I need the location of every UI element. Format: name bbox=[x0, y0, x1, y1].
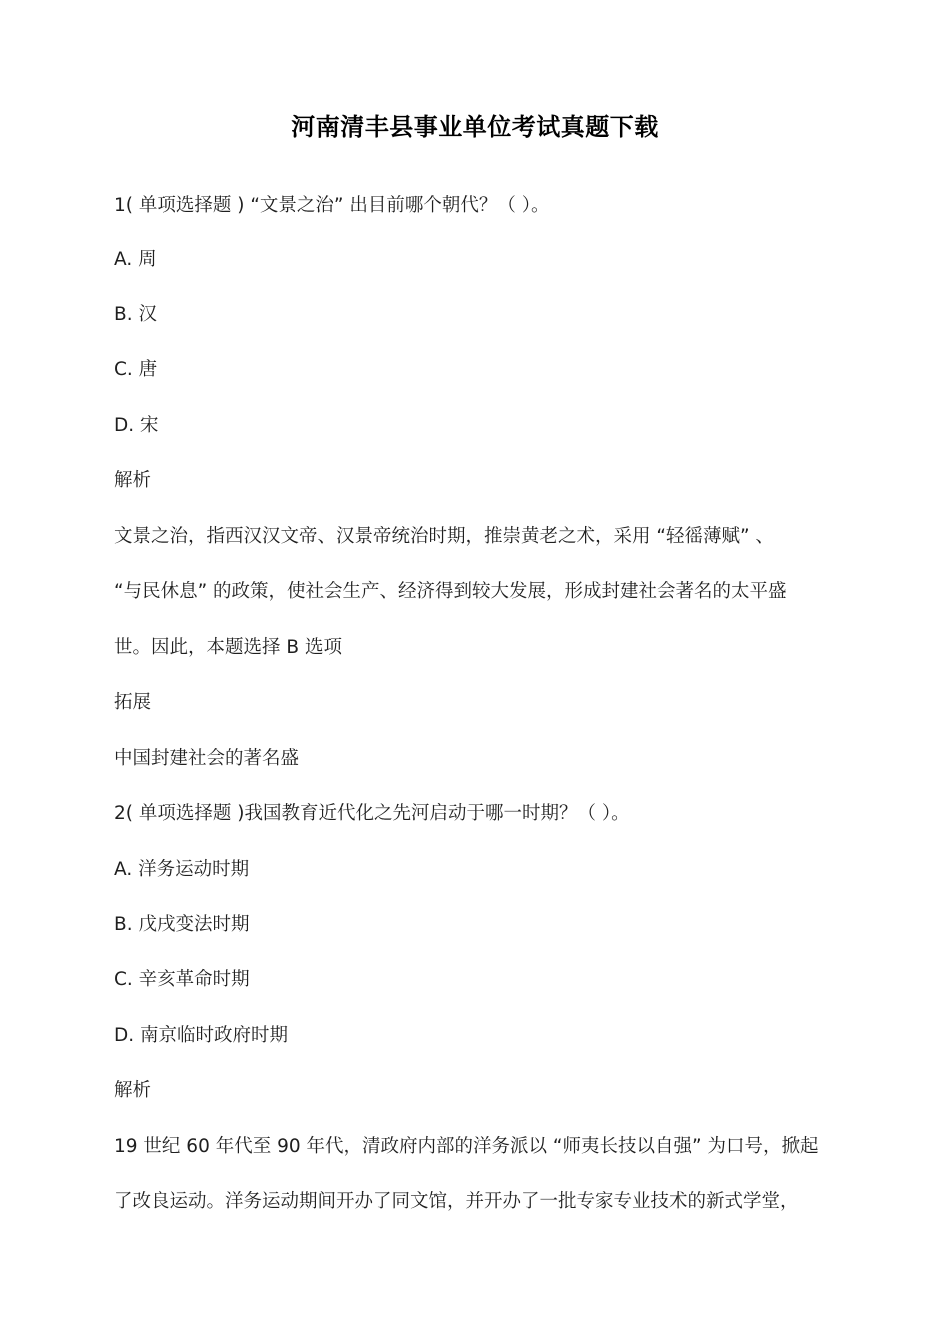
question-1-extension-label: 拓展 bbox=[114, 692, 152, 713]
question-2-option-b: B. 戊戌变法时期 bbox=[114, 914, 250, 935]
document-title: 河南清丰县事业单位考试真题下载 bbox=[291, 113, 659, 141]
question-2-option-c: C. 辛亥革命时期 bbox=[114, 969, 250, 990]
question-1-option-d: D. 宋 bbox=[114, 415, 159, 436]
question-2-analysis-line-2: 了改良运动。洋务运动期间开办了同文馆，并开办了一批专家专业技术的新式学堂， bbox=[114, 1191, 799, 1212]
question-1-analysis-line-3: 世。因此，本题选择 B 选项 bbox=[114, 637, 342, 658]
question-1-extension-line-1: 中国封建社会的著名盛 bbox=[114, 748, 300, 769]
question-1-analysis-line-2: “与民休息” 的政策，使社会生产、经济得到较大发展，形成封建社会著名的太平盛 bbox=[114, 581, 787, 602]
question-2-stem: 2( 单项选择题 )我国教育近代化之先河启动于哪一时期？（ ）。 bbox=[114, 803, 630, 824]
question-1-analysis-line-1: 文景之治，指西汉汉文帝、汉景帝统治时期，推崇黄老之术，采用 “轻徭薄赋” 、 bbox=[114, 526, 774, 547]
question-2-option-d: D. 南京临时政府时期 bbox=[114, 1025, 289, 1046]
question-1-stem: 1( 单项选择题 ) “文景之治” 出目前哪个朝代？（ ）。 bbox=[114, 195, 550, 216]
question-1-analysis-label: 解析 bbox=[114, 470, 152, 491]
question-2-analysis-line-1: 19 世纪 60 年代至 90 年代，清政府内部的洋务派以 “师夷长技以自强” 为口号，掀起 bbox=[114, 1136, 819, 1157]
question-1-option-b: B. 汉 bbox=[114, 304, 157, 325]
question-2-analysis-label: 解析 bbox=[114, 1080, 152, 1101]
question-1-option-c: C. 唐 bbox=[114, 359, 158, 380]
question-1-option-a: A. 周 bbox=[114, 249, 157, 270]
question-2-option-a: A. 洋务运动时期 bbox=[114, 859, 250, 880]
